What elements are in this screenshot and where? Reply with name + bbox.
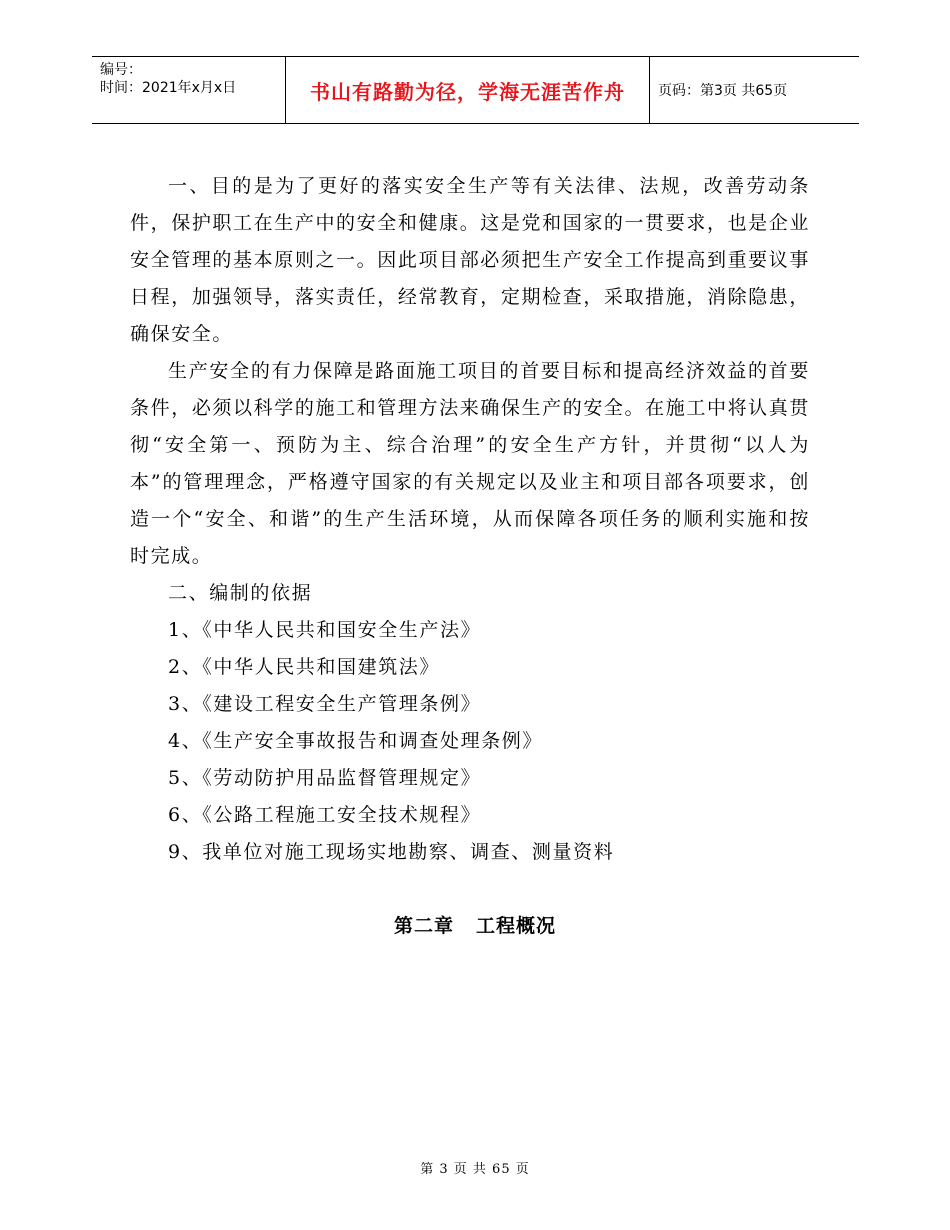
header-number-label: 编号： xyxy=(100,62,142,78)
chapter-number: 第二章 xyxy=(393,915,454,937)
header-motto: 书山有路勤为径，学海无涯苦作舟 xyxy=(286,57,650,123)
basis-item: 6、《公路工程施工安全技术规程》 xyxy=(168,804,482,826)
basis-item: 9、我单位对施工现场实地勘察、调查、测量资料 xyxy=(168,841,615,863)
basis-item: 4、《生产安全事故报告和调查处理条例》 xyxy=(168,730,543,752)
chapter-title: 工程概况 xyxy=(476,915,557,937)
header-meta-cell xyxy=(92,57,286,123)
basis-item: 3、《建设工程安全生产管理条例》 xyxy=(168,693,482,715)
page-header xyxy=(92,56,859,124)
basis-item: 1、《中华人民共和国安全生产法》 xyxy=(168,619,482,641)
chapter-heading xyxy=(0,911,950,938)
header-date-label: 时间：2021年x月x日 xyxy=(100,80,237,96)
document-body xyxy=(130,168,810,871)
basis-item: 2、《中华人民共和国建筑法》 xyxy=(168,656,440,678)
paragraph-safety: 生产安全的有力保障是路面施工项目的首要目标和提高经济效益的首要条件，必须以科学的施工和管理方法来确保生产的安全。在施工中将认真贯彻“安全第一、预防为主、综合治理”的安全生产方针，并贯彻“以人为本”的管理理念，严格遵守国家的有关规定以及业主和项目部各项要求，创造一个“安全、和谐”的生产生活环境，从而保障各项任务的顺利实施和按时完成。 xyxy=(130,360,810,567)
paragraph-purpose: 一、目的是为了更好的落实安全生产等有关法律、法规，改善劳动条件，保护职工在生产中的安全和健康。这是党和国家的一贯要求，也是企业安全管理的基本原则之一。因此项目部必须把生产安全工作提高到重要议事日程，加强领导，落实责任，经常教育，定期检查，采取措施，消除隐患，确保安全。 xyxy=(130,175,810,345)
page-footer: 第 3 页 共 65 页 xyxy=(420,1162,530,1177)
header-page-info: 页码：第3页 共65页 xyxy=(658,83,788,99)
basis-item: 5、《劳动防护用品监督管理规定》 xyxy=(168,767,482,789)
basis-heading: 二、编制的依据 xyxy=(168,582,313,604)
